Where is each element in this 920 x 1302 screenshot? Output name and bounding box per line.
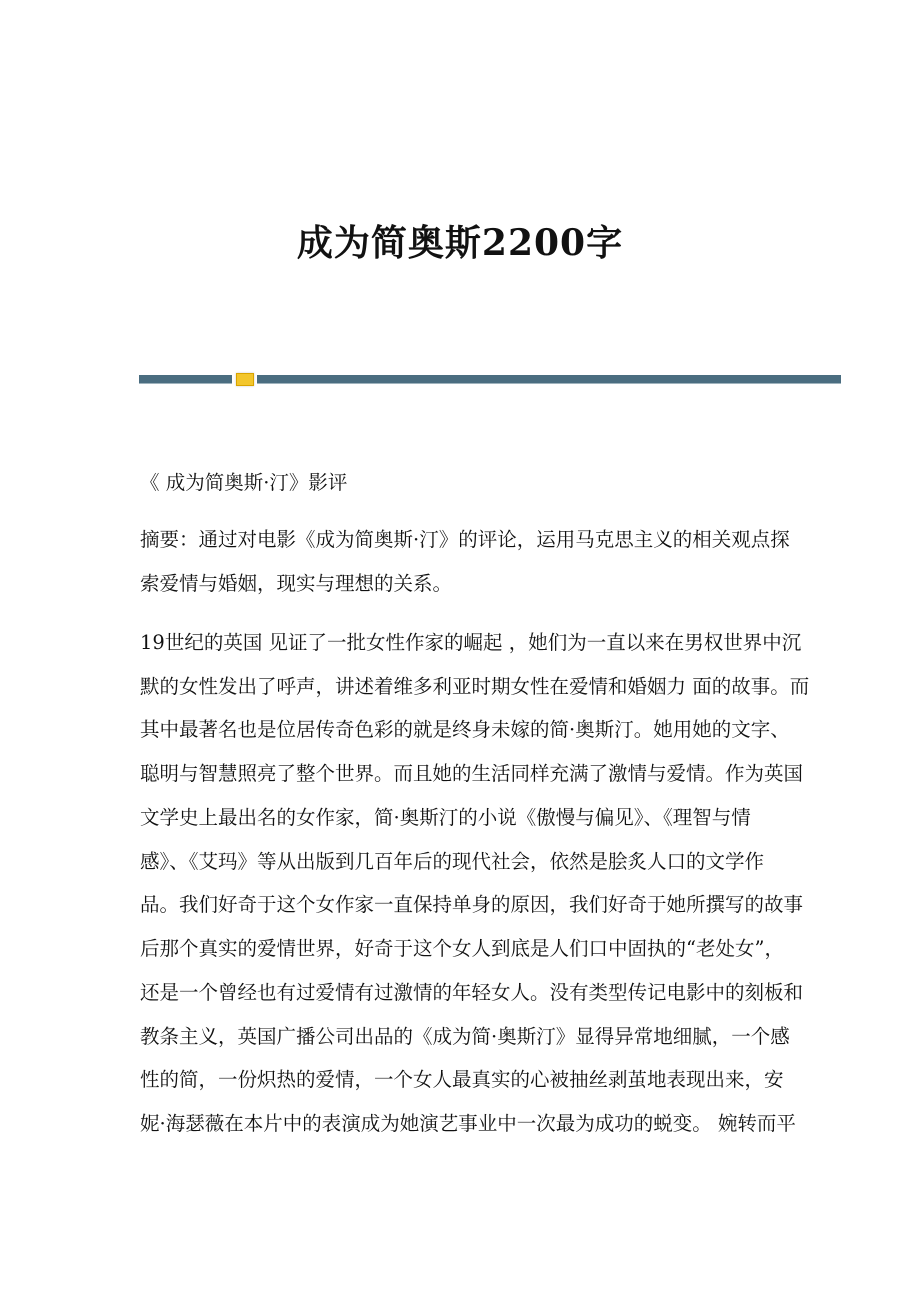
divider-left	[139, 375, 232, 384]
body-line: 文学史上最出名的女作家，简·奥斯汀的小说《傲慢与偏见》、《理智与情	[140, 806, 751, 829]
body-line: 后那个真实的爱情世界，好奇于这个女人到底是人们口中固执的“老处女”，	[140, 937, 784, 960]
body-line: 默的女性发出了呼声，讲述着维多利亚时期女性在爱情和婚姻力 面的故事。而	[140, 675, 810, 698]
body-line: 性的简，一份炽热的爱情，一个女人最真实的心被抽丝剥茧地表现出来，安	[140, 1068, 784, 1091]
body-line: 其中最著名也是位居传奇色彩的就是终身未嫁的简·奥斯汀。她用她的文字、	[140, 718, 790, 741]
divider-right	[257, 375, 841, 384]
abstract-line: 摘要：通过对电影《成为简奥斯·汀》的评论，运用马克思主义的相关观点探	[140, 528, 790, 551]
divider-ornament-icon	[236, 373, 254, 386]
body-line: 品。我们好奇于这个女作家一直保持单身的原因，我们好奇于她所撰写的故事	[140, 893, 804, 916]
body-line: 妮·海瑟薇在本片中的表演成为她演艺事业中一次最为成功的蜕变。 婉转而平	[140, 1112, 796, 1135]
body-line: 感》、《艾玛》等从出版到几百年后的现代社会，依然是脍炙人口的文学作	[140, 850, 765, 873]
body-line: 19世纪的英国 见证了一批女性作家的崛起 ，她们为一直以来在男权世界中沉	[140, 631, 802, 654]
body-line: 教条主义，英国广播公司出品的《成为简·奥斯汀》显得异常地细腻，一个感	[140, 1025, 790, 1048]
abstract-line: 索爱情与婚姻，现实与理想的关系。	[140, 572, 453, 595]
body-line: 还是一个曾经也有过爱情有过激情的年轻女人。没有类型传记电影中的刻板和	[140, 981, 804, 1004]
body-line: 聪明与智慧照亮了整个世界。而且她的生活同样充满了激情与爱情。作为英国	[140, 762, 804, 785]
subtitle: 《 成为简奥斯·汀》影评	[140, 471, 348, 494]
document-title: 成为简奥斯2200字	[296, 222, 624, 264]
